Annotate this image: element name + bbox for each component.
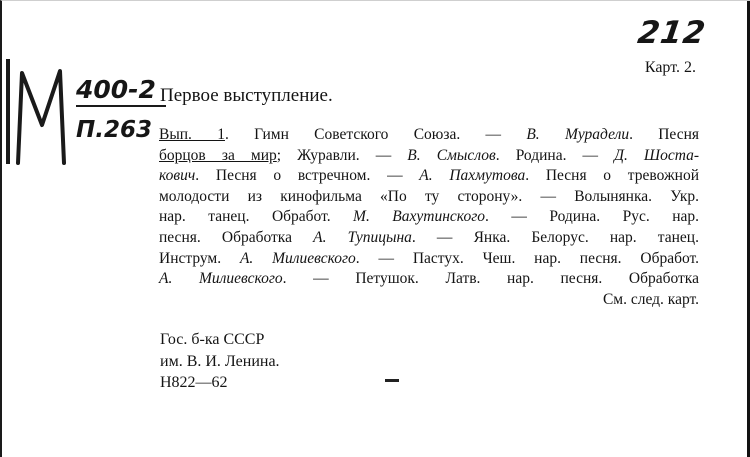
- entry-segment: борцов за мир: [159, 146, 277, 164]
- library-line-2: им. В. И. Ленина.: [160, 352, 280, 370]
- entry-line: [159, 249, 699, 270]
- record-title: Первое выступление.: [160, 85, 333, 106]
- entry-segment: кович: [159, 167, 196, 185]
- entry-segment: В. Смыслов: [407, 146, 496, 164]
- entry-line: [159, 187, 699, 208]
- entry-line: [159, 207, 699, 228]
- entry-segment: . Родина. —: [495, 146, 615, 164]
- entry-segment: А. Милиевского: [239, 249, 356, 267]
- entry-text: [159, 125, 699, 310]
- entry-segment: . — Янка. Белорус. нар. танец.: [411, 228, 699, 246]
- entry-segment: . Песня: [629, 126, 699, 143]
- entry-line: [159, 146, 699, 167]
- entry-segment: М. Вахутинского: [353, 208, 486, 226]
- entry-line: [159, 290, 699, 311]
- entry-segment: ; Журавли. —: [276, 146, 408, 164]
- card-number-label: Карт. 2.: [644, 59, 696, 76]
- handwritten-call-number: 400-2: [76, 75, 156, 104]
- call-number-underline: [76, 105, 166, 107]
- library-stamp: [160, 329, 280, 394]
- entry-segment: нар. танец. Обработ.: [159, 208, 354, 226]
- entry-segment: Вып. 1: [159, 126, 225, 143]
- entry-line: [159, 228, 699, 249]
- entry-segment: . Гимн Советского Союза. —: [224, 126, 527, 143]
- handwritten-side-letter: [14, 67, 70, 167]
- entry-line: [159, 166, 699, 187]
- entry-segment: . Песня о тревожной: [525, 167, 699, 185]
- entry-line: [159, 125, 699, 146]
- entry-segment: . — Родина. Рус. нар.: [485, 208, 699, 226]
- entry-segment: А. Пахмутова: [419, 167, 526, 185]
- entry-segment: . — Пастух. Чеш. нар. песня. Обработ.: [355, 249, 699, 267]
- entry-segment: песня. Обработка: [159, 228, 314, 246]
- library-line-1: Гос. б-ка СССР: [160, 331, 265, 348]
- pencil-mark: [385, 379, 399, 382]
- entry-segment: См. след. карт.: [602, 290, 699, 308]
- entry-segment: . Песня о встречном. —: [195, 167, 420, 185]
- library-line-3: Н822—62: [160, 374, 228, 391]
- handwritten-number: 212: [635, 15, 709, 51]
- entry-segment: В. Мурадели: [526, 126, 630, 143]
- margin-stroke: [6, 59, 10, 164]
- entry-line: [159, 269, 699, 290]
- entry-segment: А. Милиевского: [159, 270, 283, 288]
- entry-segment: Инструм.: [159, 249, 240, 267]
- entry-segment: А. Тупицына: [313, 228, 412, 246]
- handwritten-shelf-mark: П.263: [76, 117, 152, 143]
- entry-segment: молодости из кинофильма «По ту сторону». — Волынянка. Укр.: [159, 187, 699, 205]
- entry-segment: . — Петушок. Латв. нар. песня. Обработка: [282, 270, 699, 288]
- entry-segment: Д. Шоста-: [614, 146, 700, 164]
